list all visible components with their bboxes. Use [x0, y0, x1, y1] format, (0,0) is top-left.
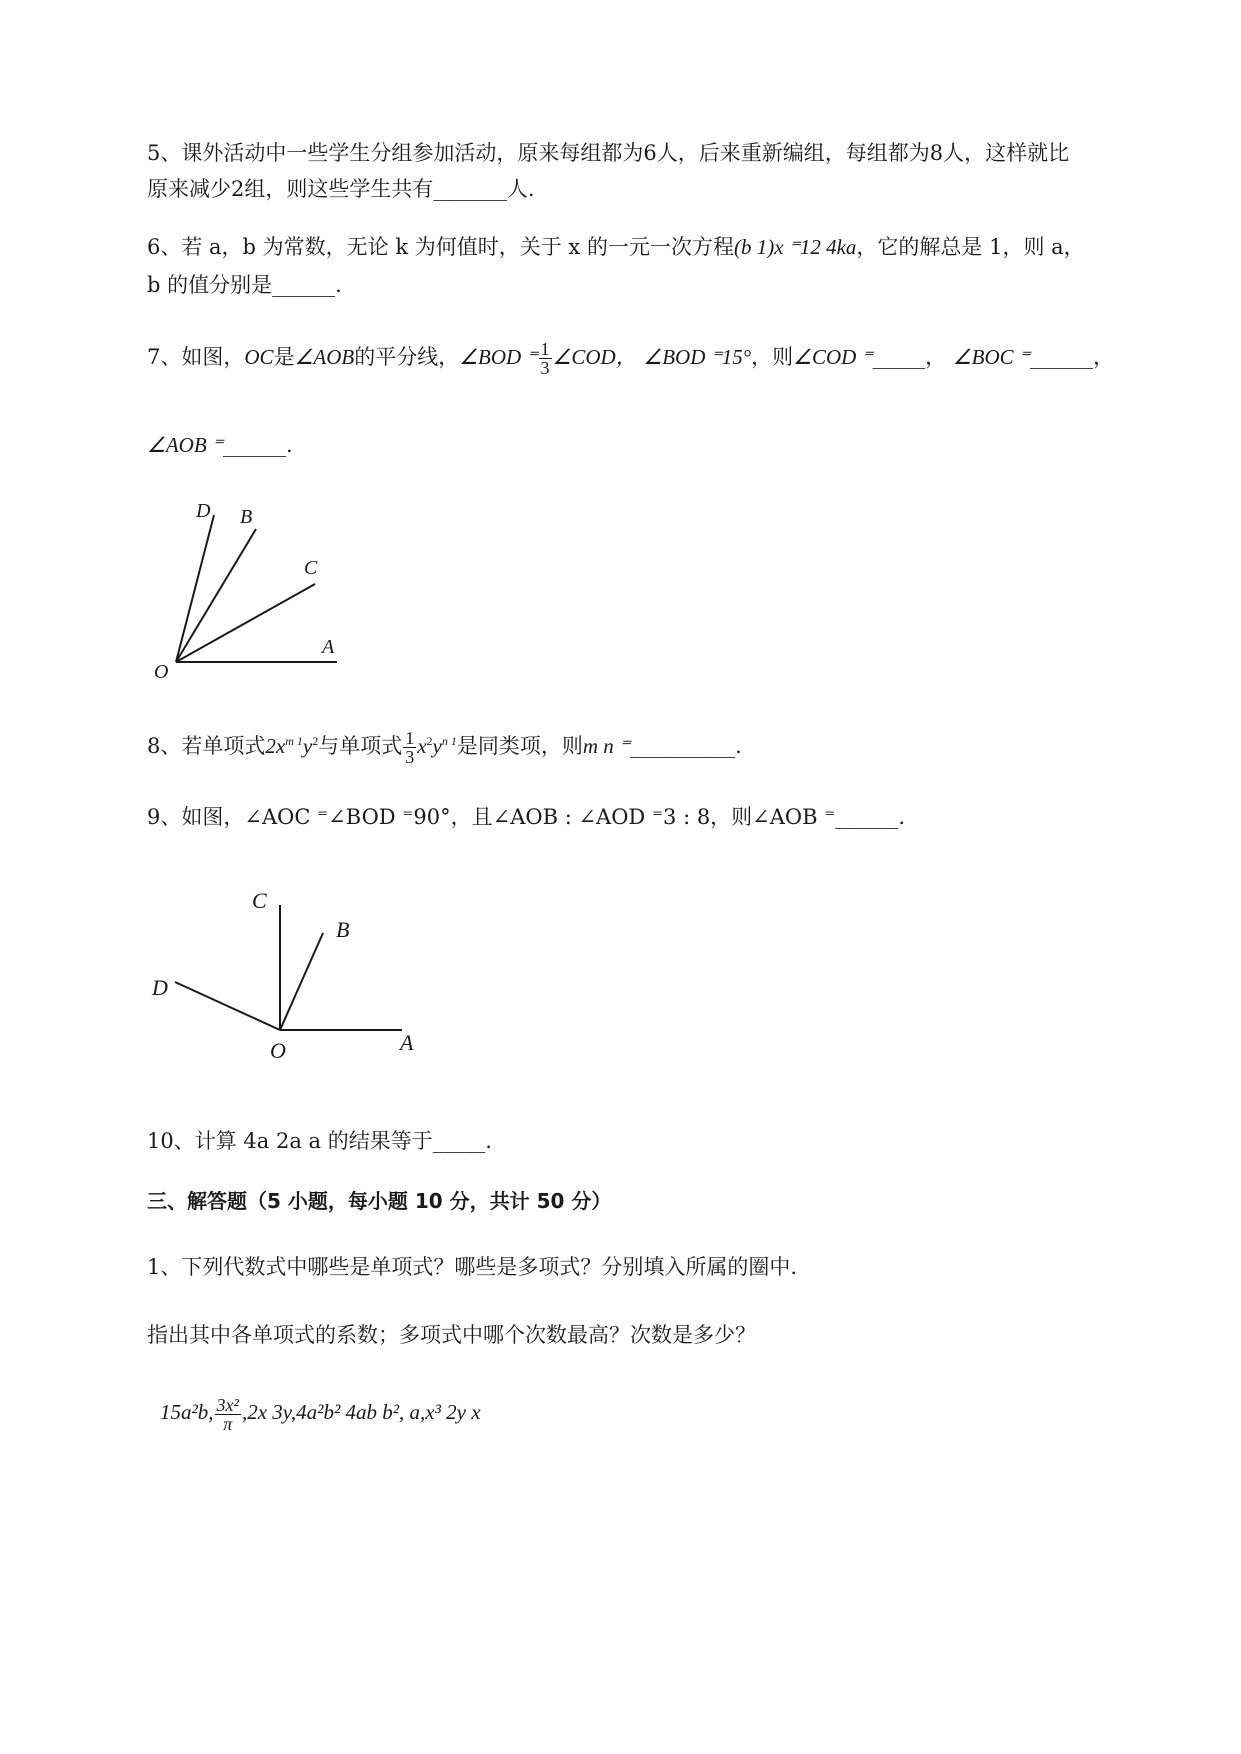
q6-equation: (b 1)x ⁼12 4ka: [733, 235, 857, 259]
label-o: O: [270, 1038, 286, 1063]
q7-bod2: ∠BOD ⁼15°: [643, 345, 752, 369]
ray-od: [176, 515, 214, 662]
q8-mono2: x: [417, 734, 427, 758]
q8-blank: __________.: [630, 734, 742, 758]
q8-exp2b: n 1: [441, 734, 457, 748]
q8-exp1: m 1: [285, 734, 303, 748]
q7-cod2: ∠COD ⁼: [793, 345, 873, 369]
label-c: C: [252, 888, 267, 913]
ray-ob: [280, 933, 323, 1030]
q6-prefix: 6、若 a，b 为常数，无论 k 为何值时，关于 x 的一元一次方程: [147, 235, 734, 259]
label-d: D: [196, 500, 211, 522]
section3-heading: 三、解答题（5 小题，每小题 10 分，共计 50 分）: [147, 1189, 612, 1213]
q8-mono2b: y: [432, 734, 442, 758]
figure-q9: [140, 880, 430, 1070]
ray-ob: [176, 529, 256, 662]
q7-aob: ∠AOB: [294, 345, 355, 369]
label-a: A: [400, 1030, 414, 1055]
q8-text1: 与单项式: [318, 734, 403, 758]
p1-line1: 1、下列代数式中哪些是单项式？哪些是多项式？分别填入所属的圈中.: [147, 1255, 798, 1279]
q7-frac-den: 3: [540, 358, 550, 378]
q5-line1: 5、课外活动中一些学生分组参加活动，原来每组都为6人，后来重新编组，每组都为8人，这样就比: [147, 141, 1070, 165]
q7-line2: [147, 430, 293, 460]
label-c: C: [304, 557, 318, 579]
p1-line2: 指出其中各单项式的系数；多项式中哪个次数最高？次数是多少？: [147, 1323, 756, 1347]
q7-prefix: 7、如图，: [147, 345, 245, 369]
q8-exp2: 2: [426, 734, 433, 748]
label-a: A: [322, 636, 335, 658]
q6-line2: b 的值分别是______.: [147, 273, 342, 297]
q8-expr: m n ⁼: [582, 734, 631, 758]
q7-frac-num: 1: [540, 339, 550, 359]
q7-blank1: _____，: [872, 345, 947, 369]
q7-oc: OC: [244, 345, 274, 369]
q7-fraction: [539, 340, 552, 377]
q7-line1: [147, 334, 1114, 380]
ray-oc: [176, 584, 315, 662]
q7-text1: 是: [273, 345, 295, 369]
ray-od: [175, 982, 280, 1030]
q7-text3: ，则: [751, 345, 794, 369]
q6-suffix: ，它的解总是 1，则 a，: [856, 235, 1085, 259]
q8-frac-den: 3: [405, 747, 415, 767]
q8-line: [147, 718, 742, 769]
q8-text2: 是同类项，则: [456, 734, 583, 758]
q10-line: 10、计算 4a 2a a 的结果等于_____.: [147, 1129, 492, 1153]
q8-fraction: [403, 729, 416, 766]
q7-boc: ∠BOC ⁼: [952, 345, 1030, 369]
q9-line: 9、如图，∠AOC ⁼∠BOD ⁼90°，且∠AOB : ∠AOD ⁼3 : 8，则∠AOB ⁼______.: [147, 805, 906, 829]
label-b: B: [240, 506, 253, 528]
p1-fraction: [215, 1396, 241, 1433]
figure-q7: [140, 495, 360, 685]
label-o: O: [154, 661, 169, 683]
q7-blank2: ______，: [1029, 345, 1114, 369]
q8-exp1b: 2: [312, 734, 319, 748]
p1-expr-b: ,2x 3y,4a²b² 4ab b², a,x³ 2y x: [241, 1400, 481, 1424]
q8-mono1: 2x: [265, 734, 286, 758]
q7-bod1: ∠BOD ⁼: [459, 345, 538, 369]
q8-prefix: 8、若单项式: [147, 734, 266, 758]
label-d: D: [152, 975, 168, 1000]
q7-aob2: ∠AOB ⁼: [147, 433, 223, 457]
q7-blank3: ______.: [222, 433, 293, 457]
q8-frac-num: 1: [405, 728, 415, 748]
p1-frac-num: 3x²: [216, 1394, 239, 1415]
p1-expr-a: 15a²b,: [160, 1400, 214, 1424]
q5-line2: 原来减少2组，则这些学生共有_______人.: [147, 177, 535, 201]
p1-frac-den: π: [223, 1413, 233, 1434]
q7-cod1: ∠COD，: [552, 345, 637, 369]
p1-expression: [160, 1384, 481, 1440]
q6-line1: [147, 232, 1085, 262]
q8-mono1b: y: [302, 734, 313, 758]
label-b: B: [336, 917, 350, 942]
q7-text2: 的平分线，: [354, 345, 460, 369]
